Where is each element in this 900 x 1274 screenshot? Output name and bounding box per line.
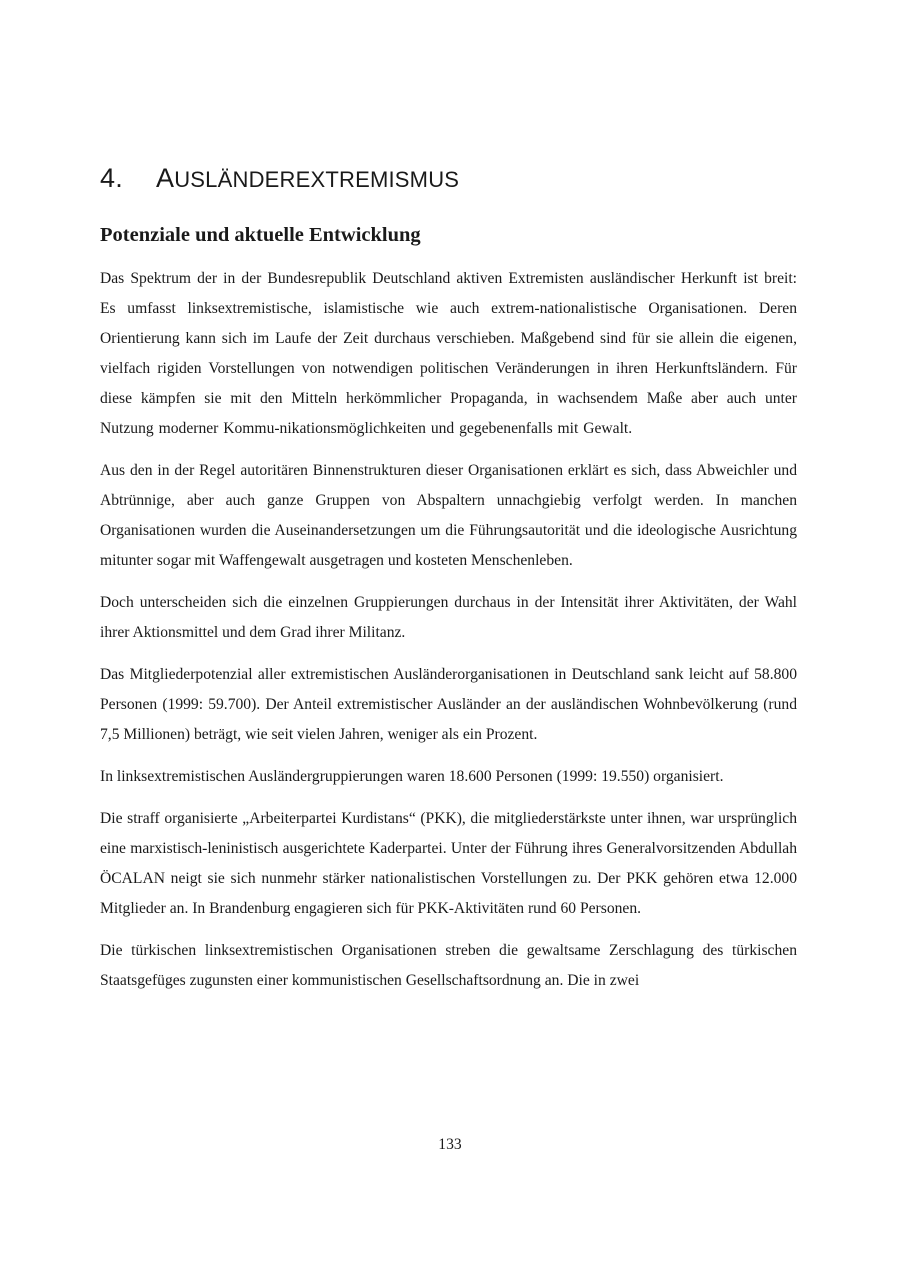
paragraph: Das Spektrum der in der Bundesrepublik Deutschland aktiven Extremisten ausländischer Herkunft ist breit: Es umfasst linksextremistische, islamistische wie auch extrem-nationalistische Organisationen. Deren Orientierung kann sich im Laufe der Zeit durchaus verschieben. Maßgebend sind für sie allein die eigenen, vielfach rigiden Vorstellungen von notwendigen politischen Veränderungen in ihren Herkunftsländern. Für diese kämpfen sie mit den Mitteln herkömmlicher Propaganda, in wachsendem Maße aber auch unter Nutzung moderner Kommu-nikationsmöglichkeiten und gegebenenfalls mit Gewalt. xyxy=(100,270,797,437)
chapter-number: 4. xyxy=(100,163,123,193)
page-number: 133 xyxy=(438,1136,462,1153)
body-text xyxy=(100,264,797,1008)
paragraph: Aus den in der Regel autoritären Binnenstrukturen dieser Organisationen erklärt es sich, dass Abweichler und Abtrünnige, aber auch ganze Gruppen von Abspaltern unnachgiebig verfolgt werden. In manchen Organisationen wurden die Auseinandersetzungen um die Führungsautorität und die ideologische Ausrichtung mitunter sogar mit Waffengewalt ausgetragen und kosteten Menschenleben. xyxy=(100,462,797,569)
chapter-title xyxy=(100,161,459,197)
paragraph: Die türkischen linksextremistischen Organisationen streben die gewaltsame Zerschlagung des türkischen Staatsgefüges zugunsten einer kommunistischen Gesellschaftsordnung an. Die in zwei xyxy=(100,942,797,989)
paragraph: Das Mitgliederpotenzial aller extremistischen Ausländerorganisationen in Deutschland sank leicht auf 58.800 Personen (1999: 59.700). Der Anteil extremistischer Ausländer an der ausländischen Wohnbevölkerung (rund 7,5 Millionen) beträgt, wie seit vielen Jahren, weniger als ein Prozent. xyxy=(100,666,797,743)
chapter-title-rest: USLÄNDEREXTREMISMUS xyxy=(174,167,460,192)
chapter-title-text xyxy=(156,163,459,193)
paragraph: In linksextremistischen Ausländergruppierungen waren 18.600 Personen (1999: 19.550) organisiert. xyxy=(100,768,724,785)
chapter-title-initial: A xyxy=(156,163,175,193)
paragraph: Die straff organisierte „Arbeiterpartei Kurdistans“ (PKK), die mitgliederstärkste unter ihnen, war ursprünglich eine marxistisch-leninistisch ausgerichtete Kaderpartei. Unter der Führung ihres Generalvorsitzenden Abdullah ÖCALAN neigt sie sich nunmehr stärker nationalistischen Vorstellungen zu. Der PKK gehören etwa 12.000 Mitglieder an. In Brandenburg engagieren sich für PKK-Aktivitäten rund 60 Personen. xyxy=(100,810,797,917)
section-title: Potenziale und aktuelle Entwicklung xyxy=(100,224,421,246)
paragraph: Doch unterscheiden sich die einzelnen Gruppierungen durchaus in der Intensität ihrer Aktivitäten, der Wahl ihrer Aktionsmittel und dem Grad ihrer Militanz. xyxy=(100,594,797,641)
